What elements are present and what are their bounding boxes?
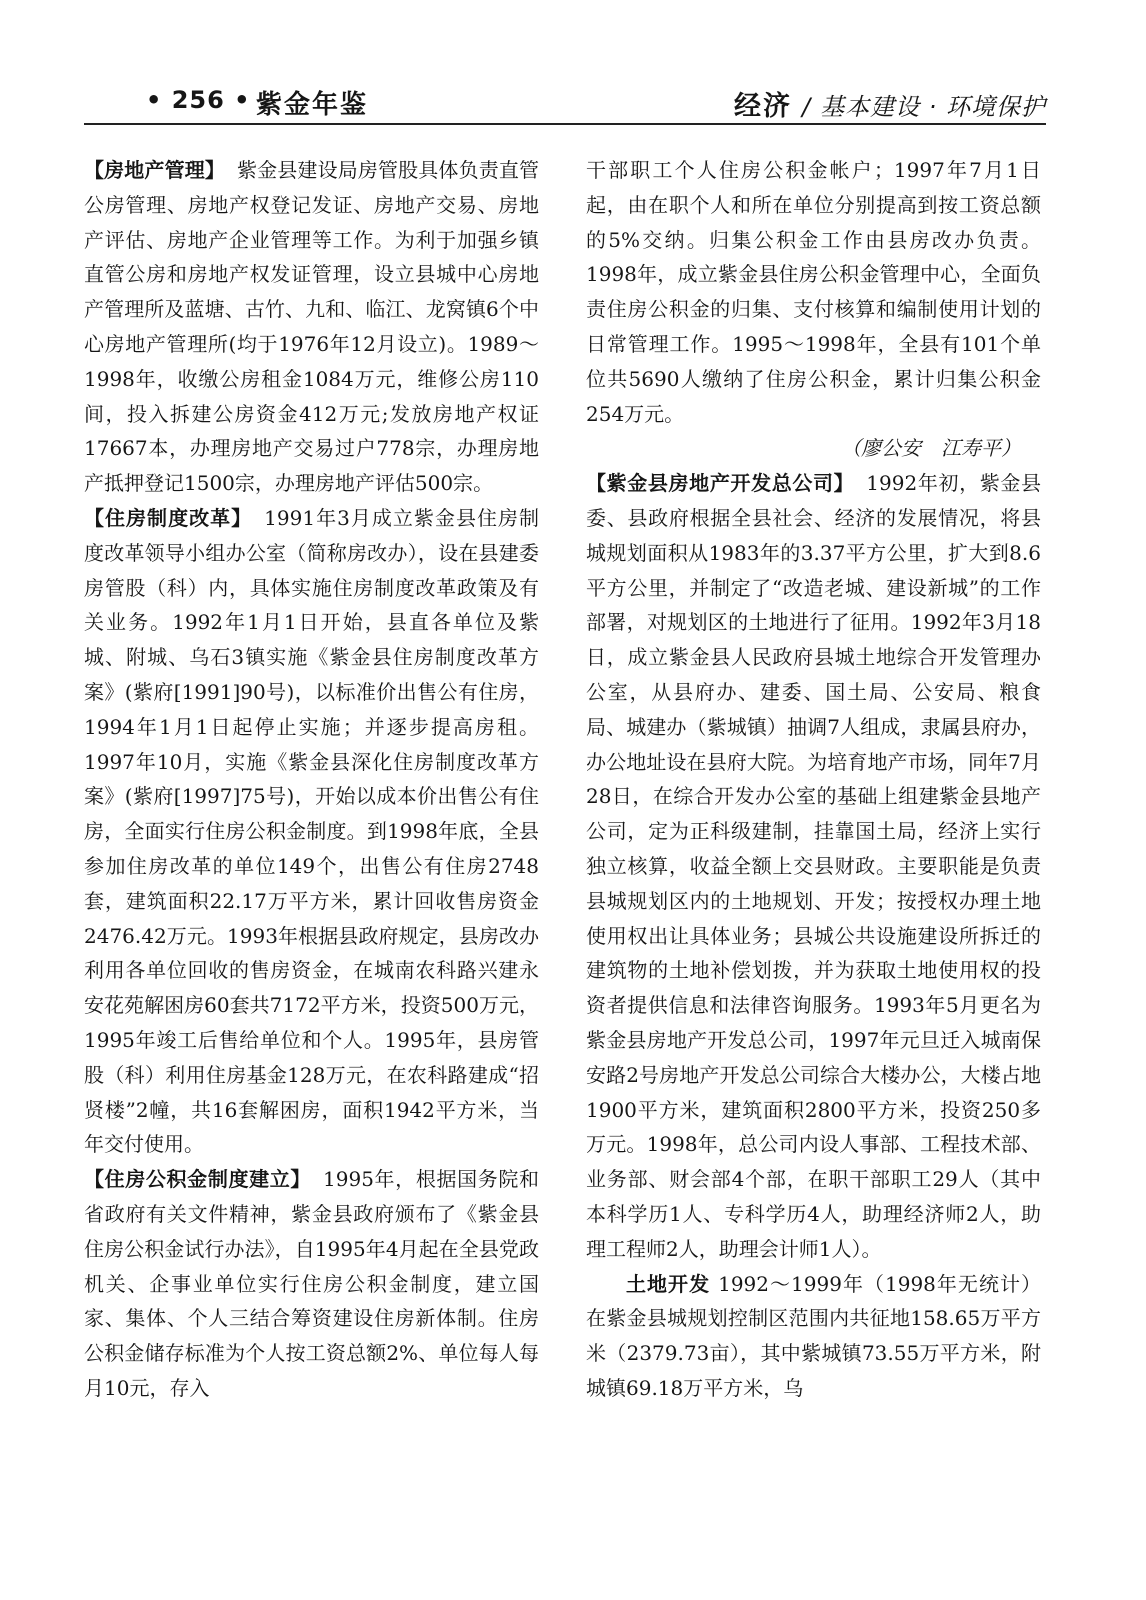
article-development-company bbox=[586, 466, 1041, 1266]
article-provident-fund bbox=[84, 1162, 539, 1406]
article-land-development bbox=[586, 1267, 1041, 1406]
left-column bbox=[84, 153, 539, 1406]
section-separator: / bbox=[802, 93, 811, 121]
section-minor: 基本建设 · 环境保护 bbox=[820, 93, 1046, 121]
running-header bbox=[84, 84, 1046, 124]
heading-development-company: 【紫金县房地产开发总公司】 bbox=[586, 471, 855, 496]
body-real-estate-management: 紫金县建设局房管股具体负责直管公房管理、房地产权登记发证、房地产交易、房地产评估、房地产企业管理等工作。为利于加强乡镇直管公房和房地产权发证管理，设立县城中心房地产管理所及蓝塘、古竹、九和、临江、龙窝镇6个中心房地产管理所(均于1976年12月设立)。1989～1998年，收缴公房租金1084万元，维修公房110间，投入拆建公房资金412万元;发放房地产权证17667本，办理房地产交易过户778宗，办理房地产抵押登记1500宗，办理房地产评估500宗。 bbox=[84, 158, 539, 496]
body-development-company: 1992年初，紫金县委、县政府根据全县社会、经济的发展情况，将县城规划面积从1983年的3.37平方公里，扩大到8.6平方公里，并制定了“改造老城、建设新城”的工作部署，对规划区的土地进行了征用。1992年3月18日，成立紫金县人民政府县城土地综合开发管理办公室，从县府办、建委、国土局、公安局、粮食局、城建办（紫城镇）抽调7人组成，隶属县府办，办公地址设在县府大院。为培育地产市场，同年7月28日，在综合开发办公室的基础上组建紫金县地产公司，定为正科级建制，挂靠国土局，经济上实行独立核算，收益全额上交县财政。主要职能是负责县城规划区内的土地规划、开发；按授权办理土地使用权出让具体业务；县城公共设施建设所拆迁的建筑物的土地补偿划拨，并为获取土地使用权的投资者提供信息和法律咨询服务。1993年5月更名为紫金县房地产开发总公司，1997年元旦迁入城南保安路2号房地产开发总公司综合大楼办公，大楼占地1900平方米，建筑面积2800平方米，投资250多万元。1998年，总公司内设人事部、工程技术部、业务部、财会部4个部，在职干部职工29人（其中本科学历1人、专科学历4人，助理经济师2人，助理工程师2人，助理会计师1人）。 bbox=[586, 471, 1041, 1261]
book-title: 紫金年鉴 bbox=[256, 90, 369, 120]
body-housing-reform: 1991年3月成立紫金县住房制度改革领导小组办公室（简称房改办），设在县建委房管股（科）内，具体实施住房制度改革政策及有关业务。1992年1月1日开始，县直各单位及紫城、附城、乌石3镇实施《紫金县住房制度改革方案》(紫府[1991]90号)，以标准价出售公有住房，1994年1月1日起停止实施；并逐步提高房租。1997年10月，实施《紫金县深化住房制度改革方案》(紫府[1997]75号)，开始以成本价出售公有住房，全面实行住房公积金制度。到1998年底，全县参加住房改革的单位149个，出售公有住房2748套，建筑面积22.17万平方米，累计回收售房资金2476.42万元。1993年根据县政府规定，县房改办利用各单位回收的售房资金，在城南农科路兴建永安花苑解困房60套共7172平方米，投资500万元，1995年竣工后售给单位和个人。1995年，县房管股（科）利用住房基金128万元，在农科路建成“招贤楼”2幢，共16套解困房，面积1942平方米，当年交付使用。 bbox=[84, 505, 540, 1157]
section-major: 经济 bbox=[734, 91, 793, 122]
heading-provident-fund: 【住房公积金制度建立】 bbox=[84, 1167, 312, 1192]
page-number: • 256 • bbox=[146, 86, 251, 114]
heading-real-estate-management: 【房地产管理】 bbox=[84, 158, 225, 182]
header-rule bbox=[84, 123, 1046, 125]
body-provident-fund: 1995年，根据国务院和省政府有关文件精神，紫金县政府颁布了《紫金县住房公积金试行办法》，自1995年4月起在全县党政机关、企事业单位实行住房公积金制度，建立国家、集体、个人三结合筹资建设住房新体制。住房公积金储存标准为个人按工资总额2%、单位每人每月10元，存入 bbox=[84, 1167, 540, 1400]
heading-housing-reform: 【住房制度改革】 bbox=[84, 505, 253, 530]
section-title bbox=[734, 84, 1046, 123]
right-column bbox=[586, 153, 1041, 1406]
article-real-estate-management bbox=[84, 153, 539, 501]
subheading-land-development: 土地开发 bbox=[626, 1271, 711, 1296]
author-credit: （廖公安 江寿平） bbox=[841, 436, 1021, 461]
body-land-development: 1992～1999年（1998年无统计）在紫金县城规划控制区范围内共征地158.65万平方米（2379.73亩），其中紫城镇73.55万平方米，附城镇69.18万平方米，乌 bbox=[586, 1271, 1042, 1400]
article-housing-reform bbox=[84, 501, 539, 1162]
body-provident-fund-continued: 干部职工个人住房公积金帐户；1997年7月1日起，由在职个人和所在单位分别提高到按工资总额的5%交纳。归集公积金工作由县房改办负责。1998年，成立紫金县住房公积金管理中心，全面负责住房公积金的归集、支付核算和编制使用计划的日常管理工作。1995～1998年，全县有101个单位共5690人缴纳了住房公积金，累计归集公积金254万元。 bbox=[586, 158, 1041, 426]
